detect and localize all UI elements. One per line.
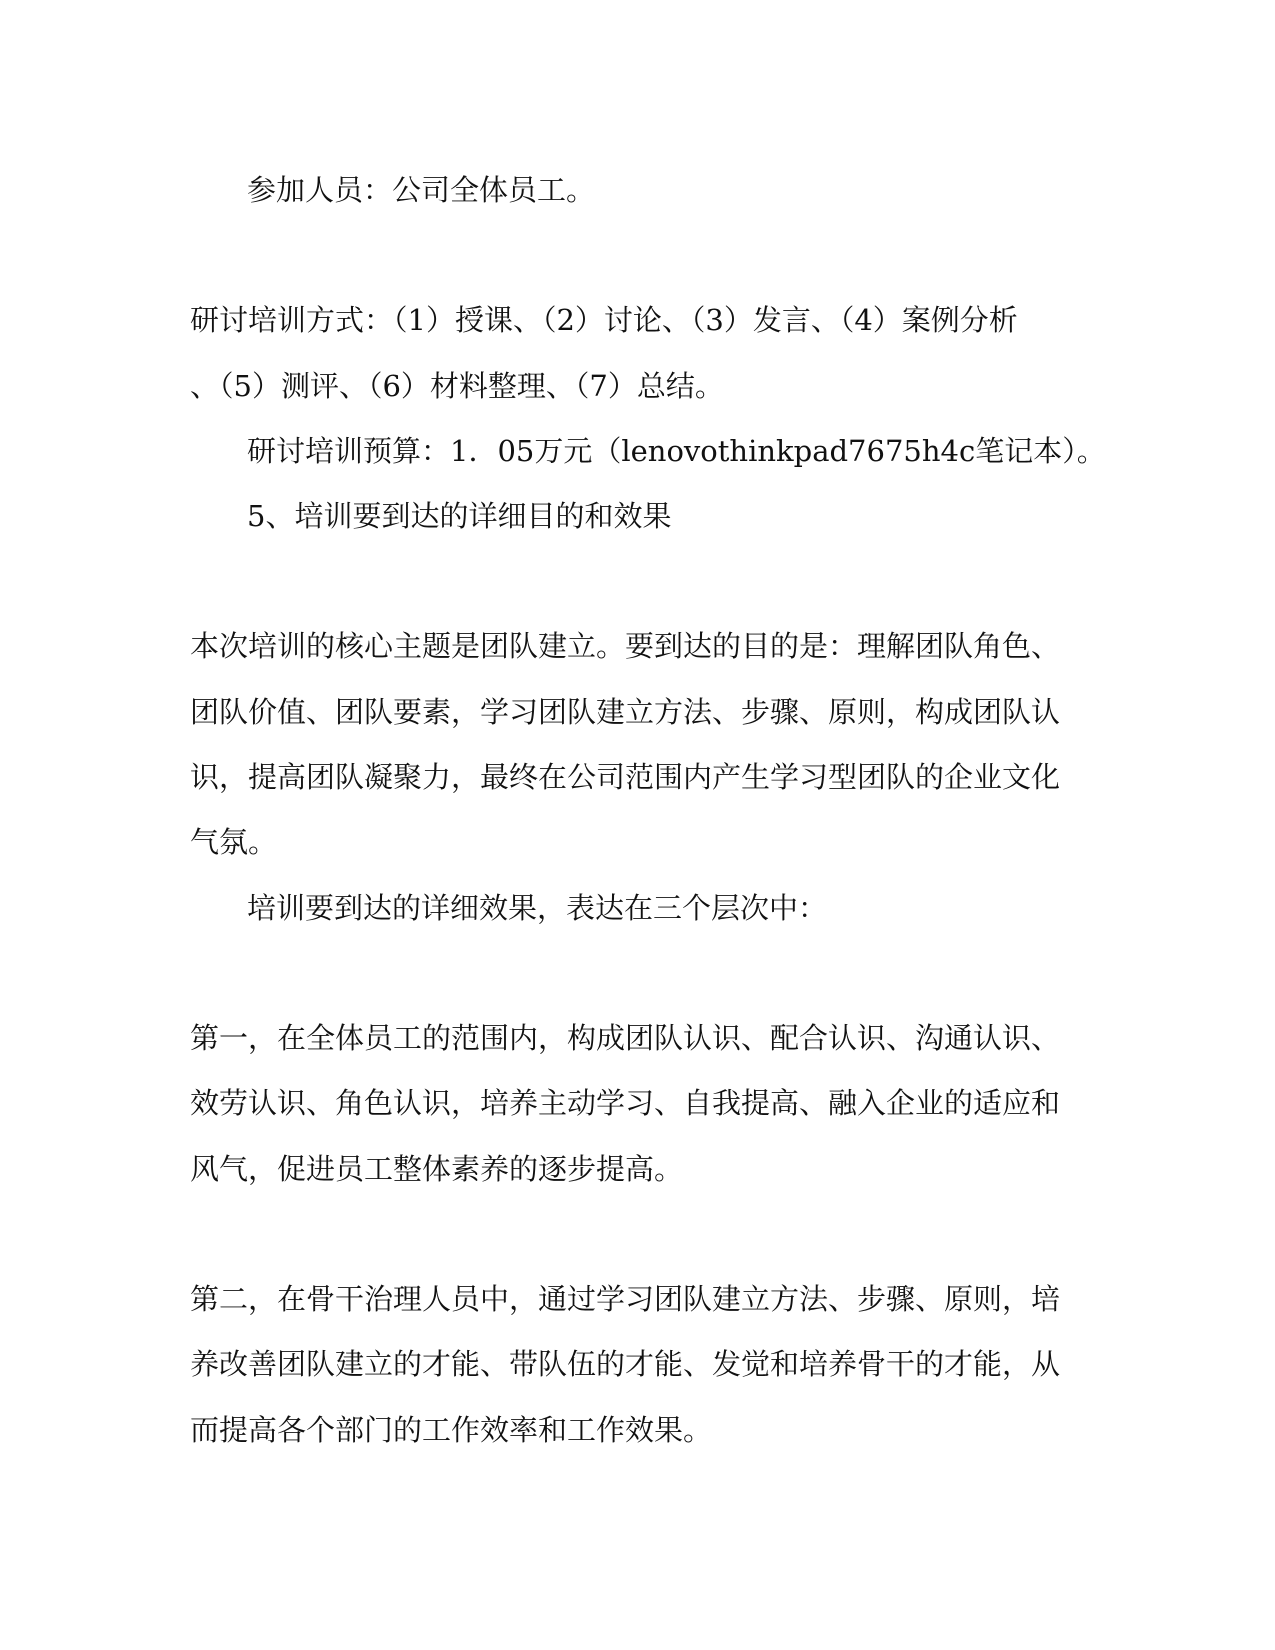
first-level-line-3: 风气，促进员工整体素养的逐步提高。 bbox=[190, 1152, 684, 1186]
training-method-line: 研讨培训方式：（1）授课、（2）讨论、（3）发言、（4）案例分析 bbox=[190, 303, 1018, 337]
training-method-line-cont: 、（5）测评、（6）材料整理、（7）总结。 bbox=[190, 369, 724, 403]
effects-intro-line: 培训要到达的详细效果，表达在三个层次中： bbox=[247, 891, 828, 925]
section-heading-5: 5、培训要到达的详细目的和效果 bbox=[247, 499, 672, 533]
core-theme-paragraph-line-1: 本次培训的核心主题是团队建立。要到达的目的是：理解团队角色、 bbox=[190, 629, 1061, 663]
first-level-line-1: 第一，在全体员工的范围内，构成团队认识、配合认识、沟通认识、 bbox=[190, 1021, 1061, 1055]
core-theme-paragraph-line-4: 气氛。 bbox=[190, 825, 278, 859]
core-theme-paragraph-line-3: 识，提高团队凝聚力，最终在公司范围内产生学习型团队的企业文化 bbox=[190, 760, 1061, 794]
second-level-line-2: 养改善团队建立的才能、带队伍的才能、发觉和培养骨干的才能，从 bbox=[190, 1347, 1061, 1381]
second-level-line-1: 第二，在骨干治理人员中，通过学习团队建立方法、步骤、原则，培 bbox=[190, 1282, 1061, 1316]
participants-line: 参加人员：公司全体员工。 bbox=[247, 173, 596, 207]
core-theme-paragraph-line-2: 团队价值、团队要素，学习团队建立方法、步骤、原则，构成团队认 bbox=[190, 695, 1061, 729]
first-level-line-2: 效劳认识、角色认识，培养主动学习、自我提高、融入企业的适应和 bbox=[190, 1086, 1061, 1120]
training-budget-line: 研讨培训预算：1．05万元（lenovothinkpad7675h4c笔记本）。 bbox=[247, 434, 1106, 468]
second-level-line-3: 而提高各个部门的工作效率和工作效果。 bbox=[190, 1413, 713, 1447]
